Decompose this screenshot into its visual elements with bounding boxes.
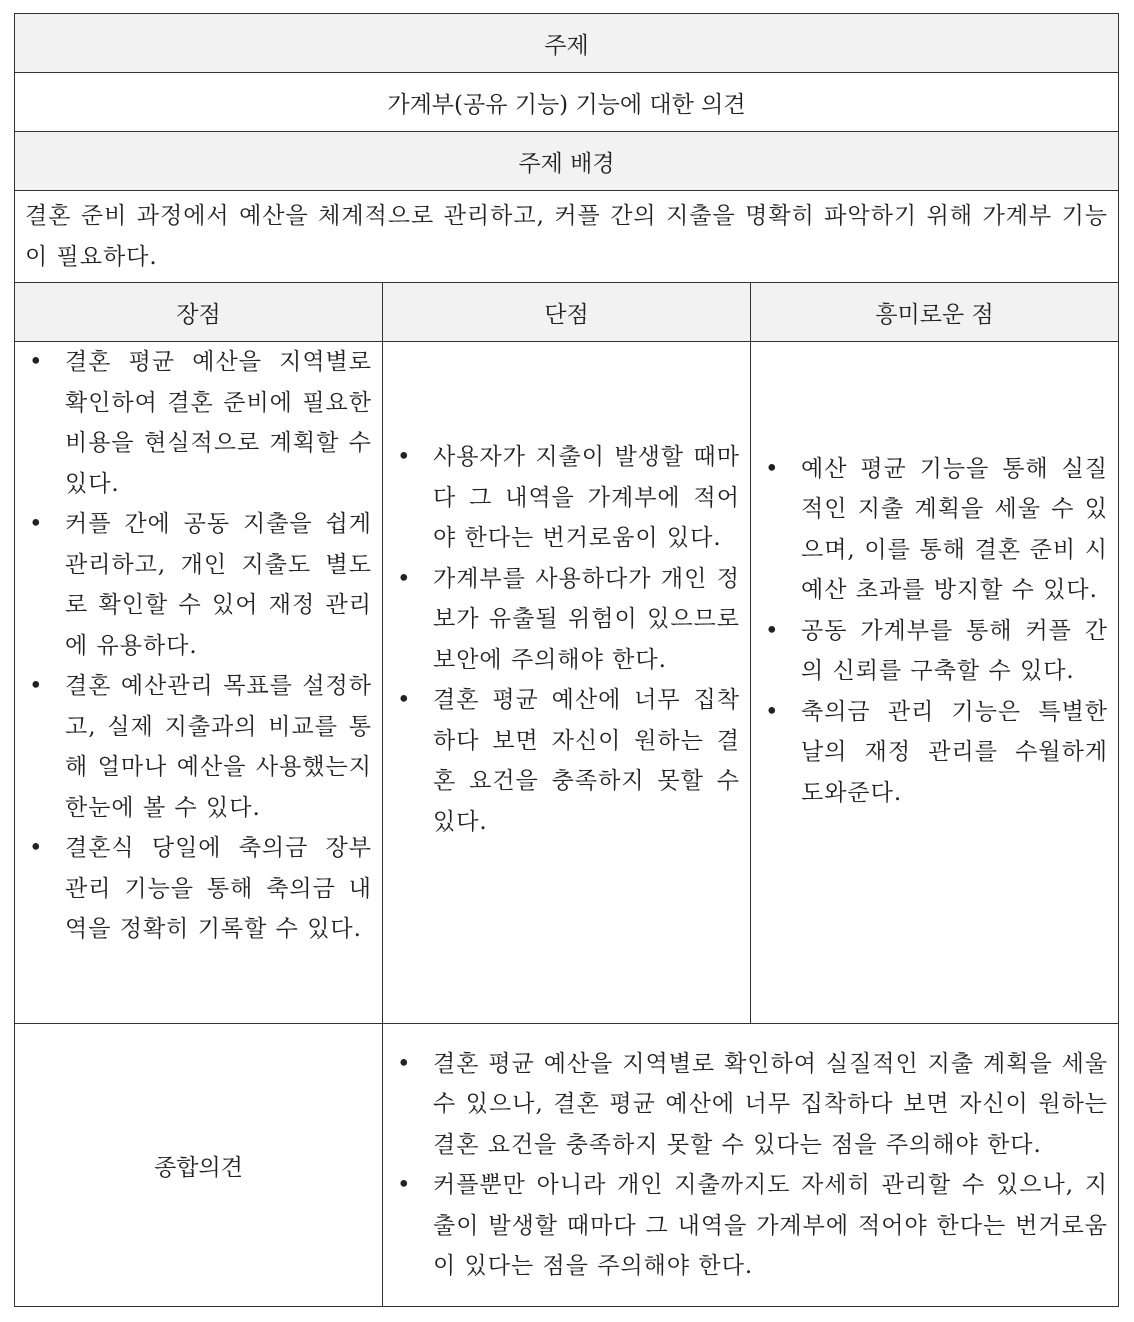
cons-cell [383, 342, 751, 1024]
summary-cell [383, 1024, 1119, 1307]
pros-item: • 커플 간에 공동 지출을 쉽게 관리하고, 개인 지출도 별도로 확인할 수 있어 재정 관리에 유용하다. [23, 504, 372, 666]
topic-header: 주제 [15, 14, 1119, 73]
summary-header: 종합의견 [15, 1024, 383, 1307]
topic-title: 가계부(공유 기능) 기능에 대한 의견 [15, 73, 1119, 132]
summary-item: • 커플뿐만 아니라 개인 지출까지도 자세히 관리할 수 있으나, 지출이 발생할 때마다 그 내역을 가계부에 적어야 한다는 번거로움이 있다는 점을 주의해야 한다. [391, 1165, 1108, 1287]
pros-item: • 결혼 평균 예산을 지역별로 확인하여 결혼 준비에 필요한 비용을 현실적으로 계획할 수 있다. [23, 342, 372, 504]
pros-item: • 결혼식 당일에 축의금 장부 관리 기능을 통해 축의금 내역을 정확히 기록할 수 있다. [23, 828, 372, 950]
background-header: 주제 배경 [15, 132, 1119, 191]
cons-item: • 결혼 평균 예산에 너무 집착하다 보면 자신이 원하는 결혼 요건을 충족하지 못할 수 있다. [391, 680, 740, 842]
summary-item: • 결혼 평균 예산을 지역별로 확인하여 실질적인 지출 계획을 세울 수 있으나, 결혼 평균 예산에 너무 집착하다 보면 자신이 원하는 결혼 요건을 충족하지 못할 수 있다는 점을 주의해야 한다. [391, 1044, 1108, 1166]
interesting-list [759, 449, 1108, 814]
interesting-header: 흥미로운 점 [751, 283, 1119, 342]
cons-header: 단점 [383, 283, 751, 342]
opinion-table [14, 13, 1119, 1307]
cons-item: • 가계부를 사용하다가 개인 정보가 유출될 위험이 있으므로 보안에 주의해야 한다. [391, 559, 740, 681]
interesting-item: • 축의금 관리 기능은 특별한 날의 재정 관리를 수월하게 도와준다. [759, 692, 1108, 814]
cons-list [391, 437, 740, 842]
background-text: 결혼 준비 과정에서 예산을 체계적으로 관리하고, 커플 간의 지출을 명확히 파악하기 위해 가계부 기능이 필요하다. [15, 191, 1119, 283]
pros-cell [15, 342, 383, 1024]
cons-item: • 사용자가 지출이 발생할 때마다 그 내역을 가계부에 적어야 한다는 번거로움이 있다. [391, 437, 740, 559]
interesting-item: • 예산 평균 기능을 통해 실질적인 지출 계획을 세울 수 있으며, 이를 통해 결혼 준비 시 예산 초과를 방지할 수 있다. [759, 449, 1108, 611]
pros-header: 장점 [15, 283, 383, 342]
interesting-cell [751, 342, 1119, 1024]
summary-list [391, 1044, 1108, 1287]
pros-item: • 결혼 예산관리 목표를 설정하고, 실제 지출과의 비교를 통해 얼마나 예산을 사용했는지 한눈에 볼 수 있다. [23, 666, 372, 828]
interesting-item: • 공동 가계부를 통해 커플 간의 신뢰를 구축할 수 있다. [759, 611, 1108, 692]
pros-list [23, 342, 372, 950]
